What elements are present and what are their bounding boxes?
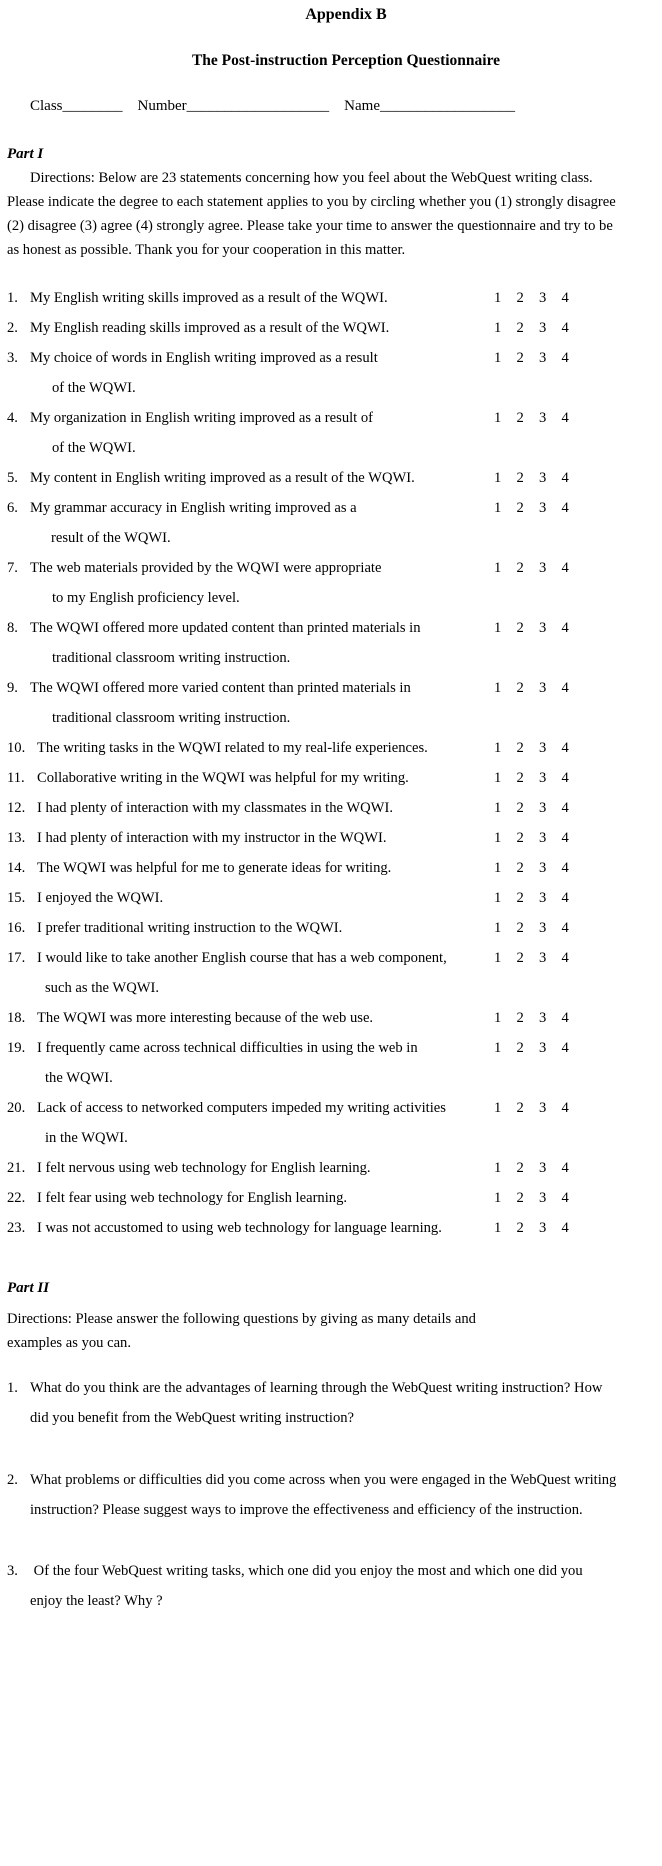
item-statement: My choice of words in English writing improved as a result (30, 350, 378, 366)
scale-option-2[interactable]: 2 (516, 320, 524, 336)
scale-option-4[interactable]: 4 (561, 1010, 569, 1026)
scale-option-3[interactable]: 3 (539, 890, 547, 906)
rating-scale (494, 290, 584, 307)
rating-scale (494, 680, 584, 697)
part1-heading: Part I (7, 146, 44, 162)
scale-option-3[interactable]: 3 (539, 620, 547, 636)
scale-option-4[interactable]: 4 (561, 500, 569, 516)
item-number: 2. (7, 320, 18, 336)
item-statement: My English reading skills improved as a result of the WQWI. (30, 320, 390, 336)
scale-option-4[interactable]: 4 (561, 920, 569, 936)
scale-option-2[interactable]: 2 (516, 860, 524, 876)
scale-option-3[interactable]: 3 (539, 500, 547, 516)
item-statement: I felt fear using web technology for English learning. (37, 1190, 348, 1206)
scale-option-4[interactable]: 4 (561, 740, 569, 756)
item-statement-continued: the WQWI. (45, 1070, 113, 1086)
scale-option-3[interactable]: 3 (539, 950, 547, 966)
scale-option-1[interactable]: 1 (494, 1010, 502, 1026)
item-number: 22. (7, 1190, 26, 1206)
question-text-line: enjoy the least? Why ? (30, 1593, 163, 1609)
rating-scale (494, 410, 584, 427)
part2-directions (7, 1307, 662, 1355)
scale-option-1[interactable]: 1 (494, 470, 502, 486)
rating-scale (494, 350, 584, 367)
scale-option-3[interactable]: 3 (539, 410, 547, 426)
scale-option-3[interactable]: 3 (539, 1220, 547, 1236)
item-statement: I was not accustomed to using web technology for language learning. (37, 1220, 442, 1236)
directions-line: Please indicate the degree to each statement applies to you by circling whether you (1) strongly disagree (7, 194, 616, 210)
scale-option-2[interactable]: 2 (516, 560, 524, 576)
scale-option-3[interactable]: 3 (539, 1010, 547, 1026)
question-text-line: What problems or difficulties did you come across when you were engaged in the WebQuest writing (30, 1472, 617, 1488)
scale-option-1[interactable]: 1 (494, 620, 502, 636)
scale-option-2[interactable]: 2 (516, 470, 524, 486)
scale-option-2[interactable]: 2 (516, 950, 524, 966)
scale-option-4[interactable]: 4 (561, 290, 569, 306)
scale-option-4[interactable]: 4 (561, 800, 569, 816)
item-number: 11. (7, 770, 25, 786)
item-statement-continued: result of the WQWI. (51, 530, 171, 546)
item-number: 17. (7, 950, 26, 966)
item-number: 23. (7, 1220, 26, 1236)
item-statement: Lack of access to networked computers impeded my writing activities (37, 1100, 446, 1116)
scale-option-2[interactable]: 2 (516, 620, 524, 636)
rating-scale (494, 320, 584, 337)
item-number: 14. (7, 860, 26, 876)
question-number: 2. (7, 1472, 18, 1488)
rating-scale (494, 470, 584, 487)
scale-option-1[interactable]: 1 (494, 350, 502, 366)
scale-option-1[interactable]: 1 (494, 950, 502, 966)
part2-heading: Part II (7, 1280, 50, 1296)
item-statement: I frequently came across technical difficulties in using the web in (37, 1040, 418, 1056)
scale-option-3[interactable]: 3 (539, 320, 547, 336)
item-statement-continued: traditional classroom writing instruction. (52, 650, 291, 666)
scale-option-4[interactable]: 4 (561, 410, 569, 426)
rating-scale (494, 770, 584, 787)
item-statement: I prefer traditional writing instruction to the WQWI. (37, 920, 343, 936)
scale-option-1[interactable]: 1 (494, 920, 502, 936)
item-statement: The WQWI was more interesting because of the web use. (37, 1010, 374, 1026)
item-statement: Collaborative writing in the WQWI was helpful for my writing. (37, 770, 409, 786)
scale-option-1[interactable]: 1 (494, 800, 502, 816)
scale-option-2[interactable]: 2 (516, 680, 524, 696)
rating-scale (494, 740, 584, 757)
rating-scale (494, 1010, 584, 1027)
scale-option-4[interactable]: 4 (561, 770, 569, 786)
rating-scale (494, 1190, 584, 1207)
rating-scale (494, 800, 584, 817)
scale-option-3[interactable]: 3 (539, 1040, 547, 1056)
question-text-line: instruction? Please suggest ways to improve the effectiveness and efficiency of the instruction. (30, 1502, 583, 1518)
scale-option-1[interactable]: 1 (494, 1160, 502, 1176)
scale-option-2[interactable]: 2 (516, 1040, 524, 1056)
rating-scale (494, 620, 584, 637)
scale-option-4[interactable]: 4 (561, 1220, 569, 1236)
directions-line: Directions: Below are 23 statements concerning how you feel about the WebQuest writing class. (30, 170, 593, 186)
item-statement: My content in English writing improved as a result of the WQWI. (30, 470, 415, 486)
item-statement: The web materials provided by the WQWI were appropriate (30, 560, 382, 576)
scale-option-4[interactable]: 4 (561, 560, 569, 576)
rating-scale (494, 1160, 584, 1177)
scale-option-4[interactable]: 4 (561, 620, 569, 636)
directions-line: Directions: Please answer the following questions by giving as many details and (7, 1311, 476, 1327)
appendix-title: Appendix B (305, 6, 387, 23)
item-statement: The writing tasks in the WQWI related to my real-life experiences. (37, 740, 428, 756)
scale-option-3[interactable]: 3 (539, 770, 547, 786)
rating-scale (494, 890, 584, 907)
item-statement: My organization in English writing improved as a result of (30, 410, 374, 426)
item-number: 13. (7, 830, 26, 846)
student-id-line: Class________ Number___________________ Name__________________ (30, 98, 515, 114)
item-number: 21. (7, 1160, 26, 1176)
scale-option-3[interactable]: 3 (539, 740, 547, 756)
item-number: 15. (7, 890, 26, 906)
scale-option-3[interactable]: 3 (539, 1190, 547, 1206)
item-statement: My grammar accuracy in English writing improved as a (30, 500, 357, 516)
scale-option-4[interactable]: 4 (561, 1160, 569, 1176)
directions-line: (2) disagree (3) agree (4) strongly agree. Please take your time to answer the questionnaire and try to be (7, 218, 613, 234)
item-number: 9. (7, 680, 18, 696)
item-statement: I would like to take another English course that has a web component, (37, 950, 447, 966)
scale-option-1[interactable]: 1 (494, 1040, 502, 1056)
scale-option-2[interactable]: 2 (516, 1160, 524, 1176)
item-number: 1. (7, 290, 18, 306)
item-number: 3. (7, 350, 18, 366)
scale-option-4[interactable]: 4 (561, 350, 569, 366)
item-number: 7. (7, 560, 18, 576)
scale-option-2[interactable]: 2 (516, 890, 524, 906)
question-number: 3. (7, 1563, 18, 1579)
scale-option-3[interactable]: 3 (539, 860, 547, 876)
scale-option-1[interactable]: 1 (494, 680, 502, 696)
scale-option-3[interactable]: 3 (539, 830, 547, 846)
scale-option-2[interactable]: 2 (516, 1010, 524, 1026)
scale-option-1[interactable]: 1 (494, 1100, 502, 1116)
scale-option-3[interactable]: 3 (539, 470, 547, 486)
question-text-line: did you benefit from the WebQuest writing instruction? (30, 1410, 355, 1426)
scale-option-1[interactable]: 1 (494, 740, 502, 756)
scale-option-2[interactable]: 2 (516, 1100, 524, 1116)
scale-option-2[interactable]: 2 (516, 290, 524, 306)
item-statement-continued: to my English proficiency level. (52, 590, 240, 606)
scale-option-1[interactable]: 1 (494, 410, 502, 426)
scale-option-4[interactable]: 4 (561, 830, 569, 846)
question-text-line: Of the four WebQuest writing tasks, which one did you enjoy the most and which one did you (30, 1563, 583, 1579)
rating-scale (494, 860, 584, 877)
scale-option-3[interactable]: 3 (539, 560, 547, 576)
item-statement: My English writing skills improved as a result of the WQWI. (30, 290, 388, 306)
scale-option-4[interactable]: 4 (561, 1040, 569, 1056)
questionnaire-title: The Post-instruction Perception Questionnaire (191, 52, 501, 69)
scale-option-1[interactable]: 1 (494, 860, 502, 876)
scale-option-3[interactable]: 3 (539, 1160, 547, 1176)
question-number: 1. (7, 1380, 18, 1396)
item-number: 4. (7, 410, 18, 426)
directions-line: as honest as possible. Thank you for your cooperation in this matter. (7, 242, 406, 258)
item-number: 8. (7, 620, 18, 636)
scale-option-2[interactable]: 2 (516, 830, 524, 846)
item-statement-continued: of the WQWI. (52, 440, 136, 456)
scale-option-4[interactable]: 4 (561, 470, 569, 486)
scale-option-2[interactable]: 2 (516, 740, 524, 756)
scale-option-2[interactable]: 2 (516, 770, 524, 786)
item-statement-continued: of the WQWI. (52, 380, 136, 396)
scale-option-1[interactable]: 1 (494, 290, 502, 306)
item-number: 20. (7, 1100, 26, 1116)
item-statement: I felt nervous using web technology for English learning. (37, 1160, 371, 1176)
scale-option-3[interactable]: 3 (539, 800, 547, 816)
scale-option-2[interactable]: 2 (516, 1190, 524, 1206)
rating-scale (494, 920, 584, 937)
question-text-line: What do you think are the advantages of learning through the WebQuest writing instruction? How (30, 1380, 603, 1396)
item-statement: I had plenty of interaction with my instructor in the WQWI. (37, 830, 387, 846)
rating-scale (494, 1100, 584, 1117)
directions-line: examples as you can. (7, 1335, 132, 1351)
scale-option-2[interactable]: 2 (516, 410, 524, 426)
item-statement-continued: traditional classroom writing instruction. (52, 710, 291, 726)
item-number: 12. (7, 800, 26, 816)
scale-option-3[interactable]: 3 (539, 680, 547, 696)
item-statement: I enjoyed the WQWI. (37, 890, 164, 906)
scale-option-1[interactable]: 1 (494, 890, 502, 906)
item-number: 10. (7, 740, 26, 756)
scale-option-1[interactable]: 1 (494, 320, 502, 336)
rating-scale (494, 500, 584, 517)
scale-option-1[interactable]: 1 (494, 1220, 502, 1236)
item-statement-continued: in the WQWI. (45, 1130, 128, 1146)
item-statement-continued: such as the WQWI. (45, 980, 160, 996)
rating-scale (494, 950, 584, 967)
scale-option-3[interactable]: 3 (539, 1100, 547, 1116)
item-statement: I had plenty of interaction with my classmates in the WQWI. (37, 800, 393, 816)
scale-option-2[interactable]: 2 (516, 800, 524, 816)
scale-option-4[interactable]: 4 (561, 860, 569, 876)
rating-scale (494, 830, 584, 847)
scale-option-3[interactable]: 3 (539, 290, 547, 306)
scale-option-2[interactable]: 2 (516, 1220, 524, 1236)
item-number: 16. (7, 920, 26, 936)
item-number: 5. (7, 470, 18, 486)
scale-option-1[interactable]: 1 (494, 770, 502, 786)
scale-option-4[interactable]: 4 (561, 680, 569, 696)
scale-option-1[interactable]: 1 (494, 560, 502, 576)
scale-option-1[interactable]: 1 (494, 1190, 502, 1206)
scale-option-4[interactable]: 4 (561, 890, 569, 906)
scale-option-4[interactable]: 4 (561, 320, 569, 336)
item-statement: The WQWI offered more updated content than printed materials in (30, 620, 421, 636)
scale-option-3[interactable]: 3 (539, 920, 547, 936)
rating-scale (494, 1040, 584, 1057)
scale-option-4[interactable]: 4 (561, 950, 569, 966)
item-statement: The WQWI was helpful for me to generate ideas for writing. (37, 860, 392, 876)
scale-option-2[interactable]: 2 (516, 350, 524, 366)
scale-option-4[interactable]: 4 (561, 1190, 569, 1206)
item-number: 6. (7, 500, 18, 516)
scale-option-2[interactable]: 2 (516, 920, 524, 936)
scale-option-1[interactable]: 1 (494, 830, 502, 846)
scale-option-2[interactable]: 2 (516, 500, 524, 516)
item-number: 19. (7, 1040, 26, 1056)
rating-scale (494, 1220, 584, 1237)
part1-directions (7, 166, 662, 262)
item-number: 18. (7, 1010, 26, 1026)
scale-option-3[interactable]: 3 (539, 350, 547, 366)
scale-option-1[interactable]: 1 (494, 500, 502, 516)
item-statement: The WQWI offered more varied content than printed materials in (30, 680, 411, 696)
scale-option-4[interactable]: 4 (561, 1100, 569, 1116)
rating-scale (494, 560, 584, 577)
